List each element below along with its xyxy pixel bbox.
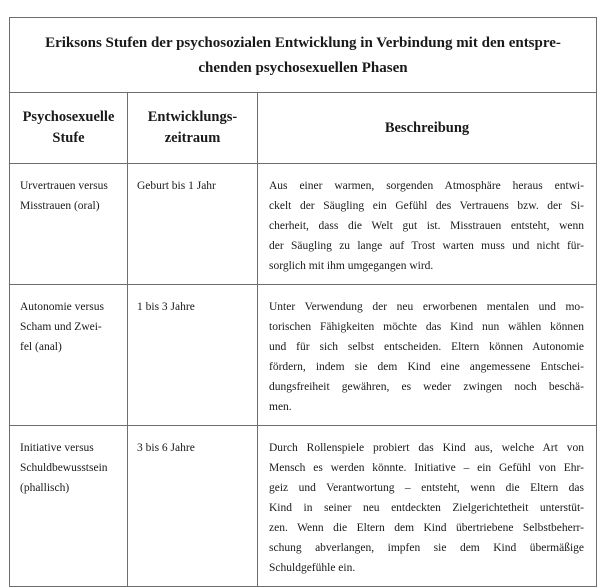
period-cell (128, 426, 258, 587)
description-line: Schuldgefühle ein. (269, 562, 356, 574)
table-title-line-1: Eriksons Stufen der psychosozialen Entwicklung in Verbindung mit den entspre- (45, 35, 561, 51)
header-period-line-2: zeitraum (164, 130, 221, 146)
description-line: men. (269, 401, 292, 413)
stage-line: Schuldbewusstsein (20, 462, 108, 474)
header-stage (10, 93, 128, 164)
period-cell (128, 164, 258, 285)
stage-cell (10, 164, 128, 285)
stage-line: Scham und Zwei- (20, 321, 102, 333)
description-line: sorglich mit ihm umgegangen wird. (269, 260, 434, 272)
header-period (128, 93, 258, 164)
period-text: Geburt bis 1 Jahr (137, 180, 216, 192)
description-line: Unter Verwendung der neu erworbenen mentalen und mo- (269, 301, 584, 313)
description-line: torischen Fähigkeiten möchte das Kind nun wählen können (269, 321, 584, 333)
description-cell (258, 164, 597, 285)
table-row (10, 426, 597, 587)
stage-line: fel (anal) (20, 341, 62, 353)
stage-line: Initiative versus (20, 442, 94, 454)
period-text: 1 bis 3 Jahre (137, 301, 195, 313)
table-row (10, 285, 597, 426)
table-row (10, 164, 597, 285)
period-text: 3 bis 6 Jahre (137, 442, 195, 454)
table-title (10, 18, 597, 93)
description-line: ckelt der Säugling ein Gefühl des Vertrauens bzw. der Si- (269, 200, 584, 212)
header-description-label: Beschreibung (384, 119, 470, 136)
description-line: zen. Wenn die Eltern dem Kind übertriebene Selbstbeherr- (269, 522, 584, 534)
description-line: cherheit, dass die Welt gut ist. Misstrauen entsteht, wenn (269, 220, 584, 232)
description-line: Kind in seiner neu entdeckten Zielgerichtetheit unterstüt- (269, 502, 584, 514)
header-stage-line-1: Psychosexuelle (22, 109, 115, 125)
table-title-line-2: chenden psychosexuellen Phasen (198, 60, 408, 76)
period-cell (128, 285, 258, 426)
header-row (10, 93, 597, 164)
stage-cell (10, 426, 128, 587)
stage-line: Misstrauen (oral) (20, 200, 100, 212)
stage-cell (10, 285, 128, 426)
description-line: Aus einer warmen, sorgenden Atmosphäre heraus entwi- (269, 180, 584, 192)
description-line: fördern, indem sie dem Kind eine angemessene Entschei- (269, 361, 584, 373)
description-line: schung abverlangen, impfen sie dem Kind übermäßige (269, 542, 584, 554)
header-period-line-1: Entwicklungs- (147, 109, 238, 125)
stage-line: Autonomie versus (20, 301, 105, 313)
description-cell (258, 285, 597, 426)
erikson-stages-table (9, 17, 597, 587)
description-line: Durch Rollenspiele probiert das Kind aus, welche Art von (269, 442, 584, 454)
stage-line: Urvertrauen versus (20, 180, 108, 192)
description-line: der Säugling zu lange auf Trost warten muss und nicht für- (269, 240, 584, 252)
description-line: Mensch es werden könnte. Initiative – ein Gefühl von Ehr- (269, 462, 584, 474)
title-row (10, 18, 597, 93)
header-description (258, 93, 597, 164)
header-stage-line-2: Stufe (52, 130, 85, 146)
stage-line: (phallisch) (20, 482, 70, 494)
description-line: geiz und Verantwortung – entsteht, wenn die Eltern das (269, 482, 584, 494)
description-line: dungsfreiheit gewähren, es weder zwingen noch beschä- (269, 381, 584, 393)
description-cell (258, 426, 597, 587)
description-line: und für sich selbst entscheiden. Eltern können Autonomie (269, 341, 584, 353)
